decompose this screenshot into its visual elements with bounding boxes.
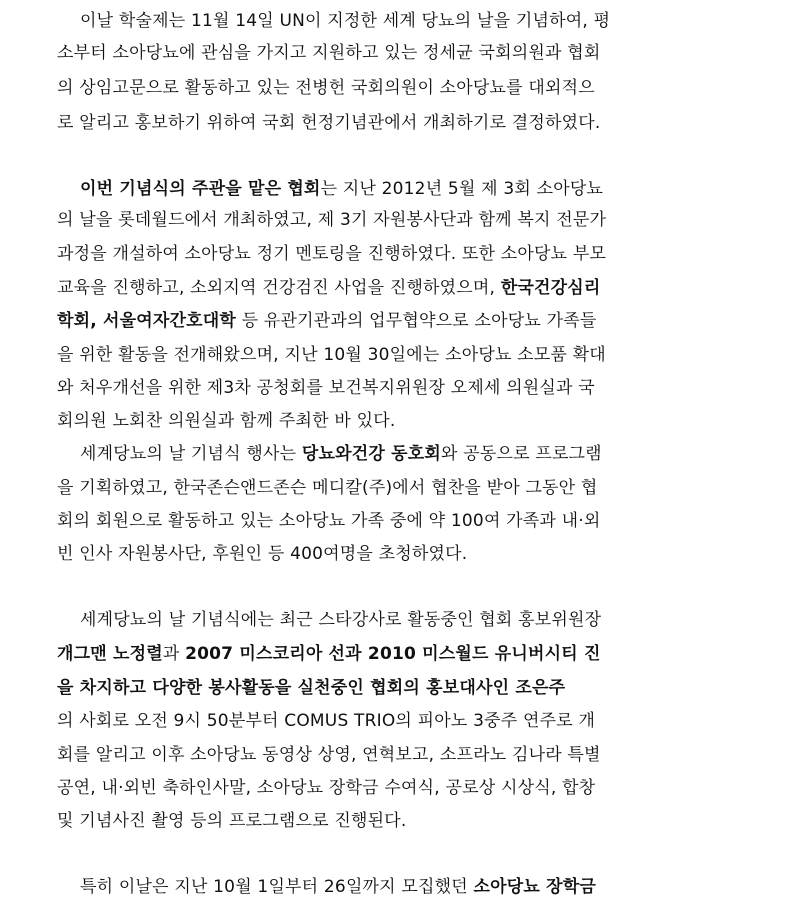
body-text: 과 (162, 644, 186, 664)
bold-text: 2007 미스코리아 선과 2010 미스월드 유니버시티 진 (185, 644, 601, 664)
bold-text: 소아당뇨 장학금 (473, 877, 596, 897)
body-text: 등 유관기관과의 업무협약으로 소아당뇨 가족들 (236, 311, 597, 331)
body-text: 특히 이날은 지난 10월 1일부터 26일까지 모집했던 (80, 877, 474, 897)
paragraph-1-line-4: 로 알리고 홍보하기 위하여 국회 헌정기념관에서 개최하기로 결정하였다. (57, 113, 601, 133)
paragraph-4-line-2 (0, 639, 792, 669)
body-text: 와 공동으로 프로그램 (441, 444, 602, 464)
paragraph-4-line-3 (0, 673, 792, 703)
paragraph-2-line-4 (0, 273, 792, 303)
paragraph-2-line-1 (0, 174, 792, 204)
paragraph-4-line-6: 공연, 내·외빈 축하인사말, 소아당뇨 장학금 수여식, 공로상 시상식, 합창 (57, 778, 596, 798)
bold-text: 이번 기념식의 주관을 맡은 협회 (80, 179, 321, 199)
body-text: 는 지난 2012년 5월 제 3회 소아당뇨 (320, 179, 604, 199)
paragraph-3-line-2: 을 기획하였고, 한국존슨앤드존슨 메디칼(주)에서 협찬을 받아 그동안 협 (57, 478, 598, 498)
paragraph-4-line-5: 회를 알리고 이후 소아당뇨 동영상 상영, 연혁보고, 소프라노 김나라 특별 (57, 745, 601, 765)
paragraph-2-line-6: 을 위한 활동을 전개해왔으며, 지난 10월 30일에는 소아당뇨 소모품 확대 (57, 345, 606, 365)
paragraph-1-line-2: 소부터 소아당뇨에 관심을 가지고 지원하고 있는 정세균 국회의원과 협회 (57, 43, 601, 63)
paragraph-4-line-4: 의 사회로 오전 9시 50분부터 COMUS TRIO의 피아노 3중주 연주로 개 (57, 711, 596, 731)
paragraph-2-line-5 (0, 306, 792, 336)
paragraph-2-line-7: 와 처우개선을 위한 제3차 공청회를 보건복지위원장 오제세 의원실과 국 (57, 378, 595, 398)
bold-text: 을 차지하고 다양한 봉사활동을 실천중인 협회의 홍보대사인 조은주 (57, 678, 566, 698)
paragraph-5-line-1 (0, 872, 792, 902)
paragraph-1-line-3: 의 상임고문으로 활동하고 있는 전병헌 국회의원이 소아당뇨를 대외적으 (57, 78, 595, 98)
paragraph-4-line-1: 세계당뇨의 날 기념식에는 최근 스타강사로 활동중인 협회 홍보위원장 (80, 610, 602, 630)
paragraph-4-line-7: 및 기념사진 촬영 등의 프로그램으로 진행된다. (57, 811, 407, 831)
paragraph-3-line-1 (0, 439, 792, 469)
paragraph-2-line-2: 의 날을 롯데월드에서 개최하였고, 제 3기 자원봉사단과 함께 복지 전문가 (57, 210, 607, 230)
paragraph-3-line-3: 회의 회원으로 활동하고 있는 소아당뇨 가족 중에 약 100여 가족과 내·외 (57, 511, 601, 531)
paragraph-3-line-4: 빈 인사 자원봉사단, 후원인 등 400여명을 초청하였다. (57, 544, 468, 564)
paragraph-2-line-3: 과정을 개설하여 소아당뇨 정기 멘토링을 진행하였다. 또한 소아당뇨 부모 (57, 244, 607, 264)
bold-text: 학회, 서울여자간호대학 (57, 311, 236, 331)
paragraph-2-line-8: 회의원 노회찬 의원실과 함께 주최한 바 있다. (57, 411, 396, 431)
bold-text: 당뇨와건강 동호회 (301, 444, 441, 464)
bold-text: 한국건강심리 (500, 278, 601, 298)
body-text: 교육을 진행하고, 소외지역 건강검진 사업을 진행하였으며, (57, 278, 501, 298)
bold-text: 개그맨 노정렬 (57, 644, 163, 664)
paragraph-1-line-1: 이날 학술제는 11월 14일 UN이 지정한 세계 당뇨의 날을 기념하여, 평 (80, 11, 611, 31)
body-text: 세계당뇨의 날 기념식 행사는 (80, 444, 302, 464)
